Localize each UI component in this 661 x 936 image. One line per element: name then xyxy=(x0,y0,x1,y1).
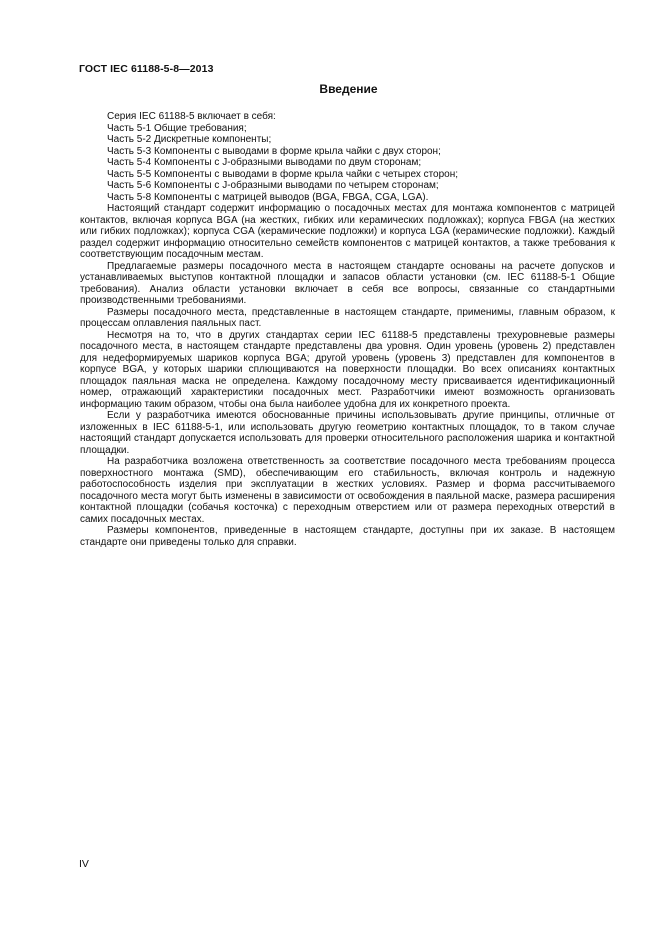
paragraph-reflow: Размеры посадочного места, представленные в настоящем стандарте, применимы, главным образом, к процессам оплавления паяльных паст. xyxy=(80,306,615,329)
paragraph-levels: Несмотря на то, что в других стандартах серии IEC 61188-5 представлены трехуровневые размеры посадочного места, в настоящем стандарте представлены два уровня. Один уровень (уровень 2) представлен для недеформируемых шариков корпуса BGA; другой уровень (уровень 3) представлен для компонентов в корпусе BGA, у которых шарики сплющиваются на поверхности площадки. Во всех описаниях контактных площадок паяльная маска не определена. Каждому посадочному месту присваивается идентификационный номер, отражающий характеристики посадочных мест. Разработчики имеют возможность организовать информацию таким образом, чтобы она была наиболее удобна для их конкретного проекта. xyxy=(80,329,615,410)
part-list-item: Часть 5-1 Общие требования; xyxy=(107,122,247,134)
part-list-item: Часть 5-3 Компоненты с выводами в форме крыла чайки с двух сторон; xyxy=(107,145,441,157)
paragraph-component-sizes: Размеры компонентов, приведенные в настоящем стандарте, доступны при их заказе. В настоящем стандарте они приведены только для справки. xyxy=(80,525,615,548)
paragraph-scope: Настоящий стандарт содержит информацию о посадочных местах для монтажа компонентов с матрицей контактов, включая корпуса BGA (на жестких, гибких или керамических подложках); корпуса FBGA (на жестких или гибких подложках); корпуса CGA (керамические подложки) и корпуса LGA (керамические подложки). Каждый раздел содержит информацию относительно семейств компонентов с матрицей контактов, а также требования к соответствующим посадочным местам. xyxy=(80,203,615,260)
part-list-item: Часть 5-8 Компоненты с матрицей выводов (BGA, FBGA, CGA, LGA). xyxy=(107,191,429,203)
part-list-item: Часть 5-5 Компоненты с выводами в форме крыла чайки с четырех сторон; xyxy=(107,168,459,180)
paragraph-alternatives: Если у разработчика имеются обоснованные причины использовывать другие принципы, отличные от изложенных в IEC 61188-5-1, или использовать другую геометрию контактных площадок, то в таком случае настоящий стандарт допускается использовать для проверки относительного расположения шарика и контактной площадки. xyxy=(80,410,615,456)
page-title: Введение xyxy=(319,82,378,96)
part-list-item: Часть 5-4 Компоненты с J-образными выводами по двум сторонам; xyxy=(107,157,422,168)
part-list-item: Часть 5-6 Компоненты с J-образными выводами по четырем сторонам; xyxy=(107,180,439,191)
paragraph-dimensions-basis: Предлагаемые размеры посадочного места в настоящем стандарте основаны на расчете допусков и устанавливаемых выступов контактной площадки и запасов области установки (см. IEC 61188-5-1 Общие требования). Анализ области установки включает в себя все вопросы, связанные со стандартными производственными требованиями. xyxy=(80,260,615,306)
document-header: ГОСТ IEC 61188-5-8—2013 xyxy=(79,63,214,75)
page-number: IV xyxy=(79,858,89,870)
series-intro: Серия IEC 61188-5 включает в себя: xyxy=(107,111,276,122)
paragraph-responsibility: На разработчика возложена ответственность за соответствие посадочного места требованиям процесса поверхностного монтажа (SMD), обеспечивающим его стабильность, включая контроль и надежную работоспособность изделия при эксплуатации в жестких условиях. Размер и форма рассчитываемого посадочного места могут быть изменены в зависимости от освобождения в паяльной маске, размера расширения контактной площадки (собачья косточка) с переходным отверстием или от размера переходных отверстий в самих посадочных местах. xyxy=(80,456,615,525)
part-list-item: Часть 5-2 Дискретные компоненты; xyxy=(107,134,272,145)
document-body xyxy=(80,111,615,548)
